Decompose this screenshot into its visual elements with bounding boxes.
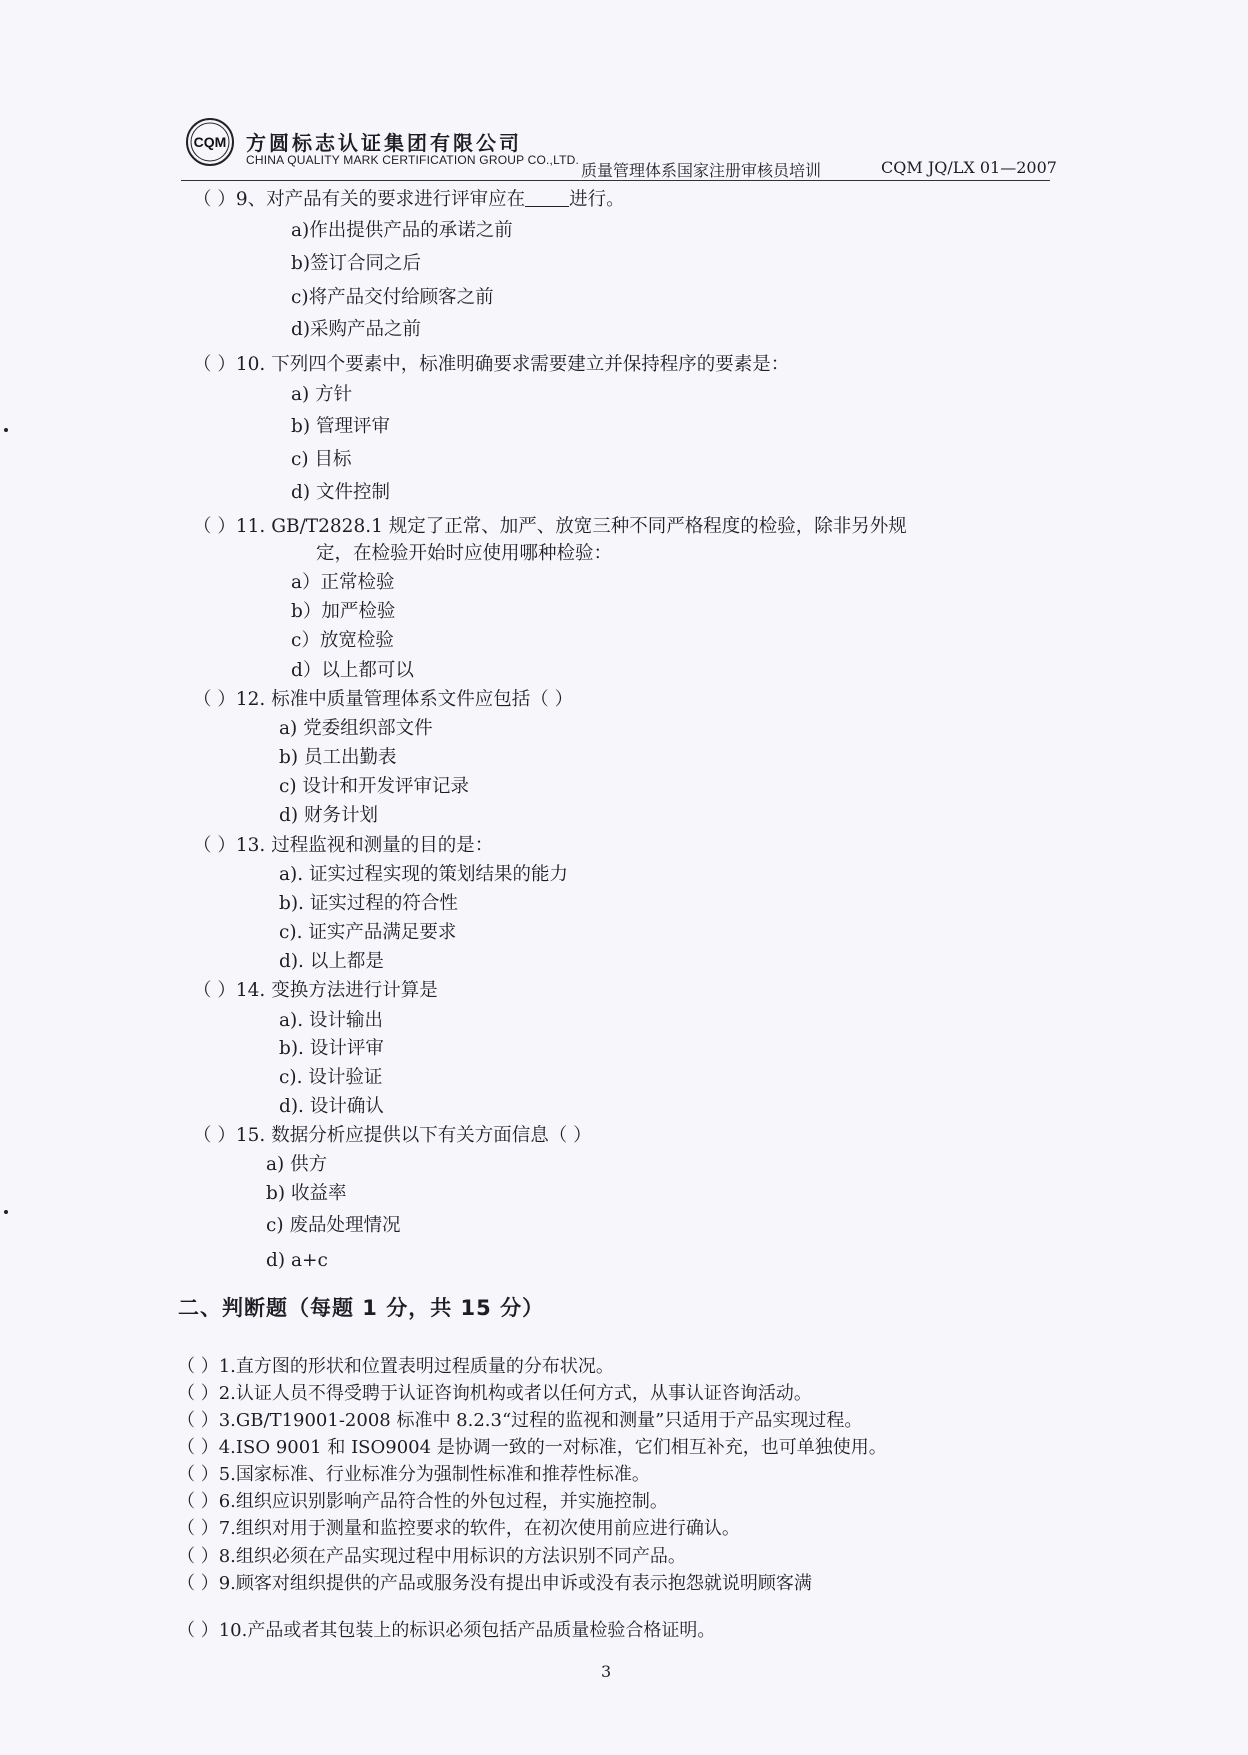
- question-stem-end: 进行。: [569, 189, 625, 210]
- option: b). 证实过程的符合性: [279, 893, 458, 914]
- question-stem: 13. 过程监视和测量的目的是：: [235, 835, 494, 856]
- question-stem: 12. 标准中质量管理体系文件应包括（ ）: [235, 689, 574, 710]
- option: b) 员工出勤表: [279, 747, 397, 768]
- true-false-item: （ ）10.产品或者其包装上的标识必须包括产品质量检验合格证明。: [177, 1620, 716, 1641]
- true-false-item: （ ）9.顾客对组织提供的产品或服务没有提出申诉或没有表示抱怨就说明顾客满: [177, 1573, 812, 1594]
- option: d) a+c: [266, 1250, 328, 1271]
- true-false-item: （ ）7.组织对用于测量和监控要求的软件，在初次使用前应进行确认。: [177, 1518, 740, 1539]
- option: b). 设计评审: [279, 1038, 384, 1059]
- option: c) 设计和开发评审记录: [279, 776, 469, 797]
- option: a). 设计输出: [279, 1010, 384, 1031]
- option: a)作出提供产品的承诺之前: [291, 220, 513, 241]
- answer-paren[interactable]: （ ）: [193, 835, 236, 856]
- cqm-logo: [185, 117, 235, 167]
- question-stem: 10. 下列四个要素中，标准明确要求需要建立并保持程序的要素是：: [235, 354, 790, 375]
- option: d) 财务计划: [279, 805, 378, 826]
- option: a) 方针: [291, 384, 353, 405]
- option: a）正常检验: [291, 572, 395, 593]
- true-false-item: （ ）1.直方图的形状和位置表明过程质量的分布状况。: [177, 1356, 614, 1377]
- option: b) 管理评审: [291, 416, 390, 437]
- answer-paren[interactable]: （ ）: [193, 189, 236, 210]
- question-stem: 9、对产品有关的要求进行评审应在: [235, 189, 526, 210]
- true-false-item: （ ）5.国家标准、行业标准分为强制性标准和推荐性标准。: [177, 1464, 650, 1485]
- answer-paren[interactable]: （ ）: [193, 689, 236, 710]
- option: b）加严检验: [291, 601, 396, 622]
- question-11: [193, 515, 907, 539]
- option: c）放宽检验: [291, 630, 394, 651]
- page-number: 3: [601, 1662, 612, 1681]
- company-name-en: CHINA QUALITY MARK CERTIFICATION GROUP CO.,LTD.: [246, 153, 580, 167]
- option: a) 党委组织部文件: [279, 718, 433, 739]
- true-false-item: （ ）3.GB/T19001-2008 标准中 8.2.3“过程的监视和测量”只适用于产品实现过程。: [177, 1410, 863, 1431]
- option: d) 文件控制: [291, 482, 390, 503]
- option: c). 设计验证: [279, 1067, 383, 1088]
- header-divider: [181, 180, 1050, 181]
- true-false-item: （ ）8.组织必须在产品实现过程中用标识的方法识别不同产品。: [177, 1546, 686, 1567]
- question-stem-continued: 定，在检验开始时应使用哪种检验：: [316, 543, 613, 564]
- question-9: [193, 188, 625, 212]
- option: d). 以上都是: [279, 951, 384, 972]
- answer-paren[interactable]: （ ）: [193, 354, 236, 375]
- option: c) 废品处理情况: [266, 1215, 401, 1236]
- true-false-item: （ ）2.认证人员不得受聘于认证咨询机构或者以任何方式，从事认证咨询活动。: [177, 1383, 812, 1404]
- true-false-item: （ ）4.ISO 9001 和 ISO9004 是协调一致的一对标准，它们相互补充，也可单独使用。: [177, 1437, 887, 1458]
- question-12: [193, 688, 573, 712]
- answer-paren[interactable]: （ ）: [193, 516, 236, 537]
- option: a) 供方: [266, 1154, 328, 1175]
- binding-hole-mark: [4, 428, 8, 432]
- option: c) 目标: [291, 449, 352, 470]
- document-code: CQM JQ/LX 01—2007: [881, 158, 1057, 177]
- option: b) 收益率: [266, 1183, 347, 1204]
- question-stem: 15. 数据分析应提供以下有关方面信息（ ）: [235, 1125, 592, 1146]
- option: b)签订合同之后: [291, 253, 422, 274]
- option: a). 证实过程实现的策划结果的能力: [279, 864, 569, 885]
- question-stem: 11. GB/T2828.1 规定了正常、加严、放宽三种不同严格程度的检验，除非另外规: [235, 516, 907, 537]
- option: c). 证实产品满足要求: [279, 922, 457, 943]
- section-title-true-false: 二、判断题（每题 1 分，共 15 分）: [178, 1296, 545, 1320]
- option: d）以上都可以: [291, 660, 414, 681]
- option: c)将产品交付给顾客之前: [291, 287, 494, 308]
- answer-paren[interactable]: （ ）: [193, 1125, 236, 1146]
- company-name-cn: 方圆标志认证集团有限公司: [246, 131, 522, 155]
- option: d)采购产品之前: [291, 319, 422, 340]
- true-false-item: （ ）6.组织应识别影响产品符合性的外包过程，并实施控制。: [177, 1491, 668, 1512]
- svg-text:CQM: CQM: [193, 134, 227, 150]
- question-14: [193, 979, 438, 1003]
- question-10: [193, 353, 789, 377]
- binding-hole-mark: [4, 1210, 8, 1214]
- question-stem: 14. 变换方法进行计算是: [235, 980, 438, 1001]
- fill-blank[interactable]: [525, 188, 569, 207]
- document-title: 质量管理体系国家注册审核员培训: [581, 161, 822, 180]
- option: d). 设计确认: [279, 1096, 384, 1117]
- question-15: [193, 1124, 592, 1148]
- answer-paren[interactable]: （ ）: [193, 980, 236, 1001]
- question-13: [193, 834, 493, 858]
